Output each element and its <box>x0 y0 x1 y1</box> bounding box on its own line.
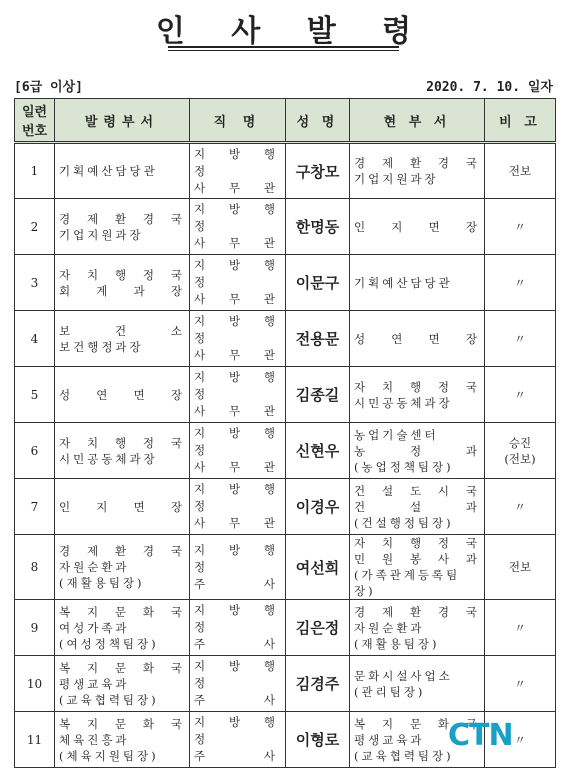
current-department-line: 경 제 환 경 국 <box>354 604 480 619</box>
row-number: 9 <box>15 600 55 656</box>
row-number: 6 <box>15 423 55 479</box>
position-line: 지 방 행 정 <box>194 146 281 178</box>
new-department-line: 복 지 문 화 국 <box>59 660 185 675</box>
current-department-line: 평생교육과 <box>354 732 425 747</box>
position-title <box>190 255 286 311</box>
current-department-line: 문화시설사업소 <box>354 668 453 683</box>
current-department-line: (관리팀장) <box>354 684 426 699</box>
remark-line: 〃 <box>514 331 526 346</box>
person-name: 이경우 <box>286 479 350 535</box>
current-department <box>350 535 485 600</box>
new-department <box>55 143 190 199</box>
new-department-line: 복 지 문 화 국 <box>59 716 185 731</box>
table-row <box>15 311 556 367</box>
current-department <box>350 143 485 199</box>
new-department <box>55 423 190 479</box>
remark-line: 승진 <box>508 435 532 450</box>
new-department-line: 회 계 과 장 <box>59 283 185 298</box>
position-line: 사 무 관 <box>194 236 281 250</box>
current-department-line: 자 치 행 정 국 <box>354 379 480 394</box>
table-row <box>15 535 556 600</box>
remark-line: 〃 <box>514 219 526 234</box>
person-name: 이형로 <box>286 712 350 768</box>
new-department-line: 기획예산담당관 <box>59 164 158 178</box>
person-name: 이문구 <box>286 255 350 311</box>
table-row <box>15 479 556 535</box>
current-department-line: 경 제 환 경 국 <box>354 156 480 170</box>
ctn-logo <box>448 718 513 753</box>
row-number: 10 <box>15 656 55 712</box>
header-num-line1: 일련 <box>21 105 48 120</box>
table-row <box>15 423 556 479</box>
position-line: 사 무 관 <box>194 180 281 195</box>
table-row <box>15 199 556 255</box>
grade-label: [6급 이상] <box>14 80 83 95</box>
current-department-line: 기획예산담당관 <box>354 275 453 290</box>
header-num-line2: 번호 <box>21 124 48 139</box>
position-title <box>190 311 286 367</box>
position-title <box>190 367 286 423</box>
position-line: 사 무 관 <box>194 404 281 418</box>
new-department-line: 보 건 소 <box>59 323 185 338</box>
position-line: 지 방 행 정 <box>194 314 281 345</box>
new-department-line: 시민공동체과장 <box>59 451 158 466</box>
remark-line: 전보 <box>508 164 532 178</box>
current-department-line: 건 설 과 <box>354 499 480 514</box>
current-department-line: 농업기술센터 <box>354 427 439 442</box>
position-line: 지 방 행 정 <box>194 258 281 289</box>
new-department-line: (재활용팀장) <box>59 576 145 590</box>
row-number: 2 <box>15 199 55 255</box>
position-title <box>190 423 286 479</box>
remark-line: 〃 <box>514 676 526 691</box>
position-line: 사 무 관 <box>194 460 281 474</box>
position-line: 사 무 관 <box>194 348 281 362</box>
current-department <box>350 600 485 656</box>
row-number: 5 <box>15 367 55 423</box>
position-line: 지 방 행 정 <box>194 370 281 401</box>
current-department <box>350 656 485 712</box>
table-row <box>15 367 556 423</box>
header-name: 성 명 <box>286 99 350 143</box>
new-department <box>55 712 190 768</box>
remark <box>485 535 556 600</box>
remark <box>485 367 556 423</box>
table-row <box>15 600 556 656</box>
date-label: 2020. 7. 10. 일자 <box>426 80 553 95</box>
current-department <box>350 479 485 535</box>
position-line: 지 방 행 정 <box>194 202 281 233</box>
position-line: 지 방 행 정 <box>194 542 281 574</box>
position-title <box>190 199 286 255</box>
current-department-line: (건설행정팀장) <box>354 515 454 530</box>
remark-line: 〃 <box>514 620 526 635</box>
remark <box>485 479 556 535</box>
position-line: 사 무 관 <box>194 292 281 306</box>
table-row <box>15 143 556 199</box>
position-title <box>190 600 286 656</box>
header-position: 직 명 <box>190 99 286 143</box>
header-dept: 발령부서 <box>55 99 190 143</box>
new-department-line: (교육협력팀장) <box>59 692 159 707</box>
new-department-line: 기업지원과장 <box>59 227 144 242</box>
position-line: 주 사 <box>194 749 281 763</box>
person-name: 전용문 <box>286 311 350 367</box>
new-department <box>55 367 190 423</box>
row-number: 8 <box>15 535 55 600</box>
position-line: 주 사 <box>194 637 281 651</box>
position-title <box>190 712 286 768</box>
current-department-line: 건 설 도 시 국 <box>354 483 480 498</box>
row-number: 7 <box>15 479 55 535</box>
remark-line: 〃 <box>514 275 526 290</box>
current-department-line: 자원순환과 <box>354 620 425 635</box>
table-row <box>15 656 556 712</box>
row-number: 3 <box>15 255 55 311</box>
current-department-line: 시민공동체과장 <box>354 395 453 410</box>
person-name: 여선희 <box>286 535 350 600</box>
position-line: 지 방 행 정 <box>194 603 281 634</box>
position-line: 지 방 행 정 <box>194 659 281 690</box>
person-name: 김종길 <box>286 367 350 423</box>
current-department <box>350 311 485 367</box>
person-name: 한명동 <box>286 199 350 255</box>
new-department <box>55 656 190 712</box>
table-header <box>15 99 556 143</box>
remark-line: 〃 <box>514 732 526 747</box>
person-name: 신현우 <box>286 423 350 479</box>
remark <box>485 255 556 311</box>
current-department-line: 성 연 면 장 <box>354 331 480 346</box>
header-num <box>15 99 55 143</box>
new-department-line: 경 제 환 경 국 <box>59 544 185 558</box>
remark-line: 〃 <box>514 499 526 514</box>
position-title <box>190 479 286 535</box>
remark <box>485 656 556 712</box>
current-department <box>350 255 485 311</box>
row-number: 1 <box>15 143 55 199</box>
new-department <box>55 535 190 600</box>
position-line: 지 방 행 정 <box>194 482 281 513</box>
new-department <box>55 255 190 311</box>
page-title: 인 사 발 령 <box>155 14 430 49</box>
new-department-line: 체육진흥과 <box>59 732 130 747</box>
new-department-line: 인 지 면 장 <box>59 499 185 514</box>
remark <box>485 600 556 656</box>
new-department-line: (체육지원팀장) <box>59 748 159 763</box>
position-line: 주 사 <box>194 693 281 707</box>
new-department-line: 자원순환과 <box>59 560 130 574</box>
new-department <box>55 199 190 255</box>
current-department-line: (농업정책팀장) <box>354 459 454 474</box>
new-department <box>55 479 190 535</box>
person-name: 구창모 <box>286 143 350 199</box>
current-department <box>350 199 485 255</box>
table-row <box>15 255 556 311</box>
new-department <box>55 600 190 656</box>
position-title <box>190 143 286 199</box>
remark-line: 전보 <box>508 560 532 574</box>
person-name: 김은정 <box>286 600 350 656</box>
new-department-line: 자 치 행 정 국 <box>59 435 185 450</box>
remark-line: (전보) <box>504 451 536 466</box>
position-title <box>190 535 286 600</box>
current-department <box>350 423 485 479</box>
new-department-line: 보건행정과장 <box>59 339 144 354</box>
remark <box>485 199 556 255</box>
current-department-line: 농 정 과 <box>354 443 480 458</box>
new-department-line: 평생교육과 <box>59 676 130 691</box>
table-body <box>15 143 556 768</box>
row-number: 4 <box>15 311 55 367</box>
new-department-line: 자 치 행 정 국 <box>59 267 185 282</box>
person-name: 김경주 <box>286 656 350 712</box>
remark <box>485 143 556 199</box>
new-department-line: 여성가족과 <box>59 620 130 635</box>
current-department-line: 기업지원과장 <box>354 172 439 186</box>
current-department-line: (가족관계등록팀장) <box>354 568 461 598</box>
remark <box>485 311 556 367</box>
personnel-table <box>14 98 556 768</box>
current-department-line: 복 지 문 화 국 <box>354 716 480 731</box>
position-title <box>190 656 286 712</box>
current-department <box>350 367 485 423</box>
remark-line: 〃 <box>514 387 526 402</box>
new-department-line: 경 제 환 경 국 <box>59 211 185 226</box>
current-department-line: 인 지 면 장 <box>354 219 480 234</box>
position-line: 지 방 행 정 <box>194 715 281 746</box>
current-department-line: (재활용팀장) <box>354 636 440 651</box>
title-underline <box>168 46 399 48</box>
header-current: 현 부 서 <box>350 99 485 143</box>
new-department <box>55 311 190 367</box>
current-department-line: (교육협력팀장) <box>354 748 454 763</box>
title-area <box>0 6 567 50</box>
position-line: 지 방 행 정 <box>194 426 281 457</box>
current-department-line: 민 원 봉 사 과 <box>354 552 480 566</box>
current-department-line: 자 치 행 정 국 <box>354 536 480 550</box>
remark <box>485 423 556 479</box>
new-department-line: 성 연 면 장 <box>59 387 185 402</box>
position-line: 주 사 <box>194 576 281 591</box>
new-department-line: 복 지 문 화 국 <box>59 604 185 619</box>
new-department-line: (여성정책팀장) <box>59 636 159 651</box>
title-underline-thin <box>168 50 399 51</box>
position-line: 사 무 관 <box>194 516 281 530</box>
row-number: 11 <box>15 712 55 768</box>
header-note: 비 고 <box>485 99 556 143</box>
logo-text: CTN <box>448 718 513 753</box>
